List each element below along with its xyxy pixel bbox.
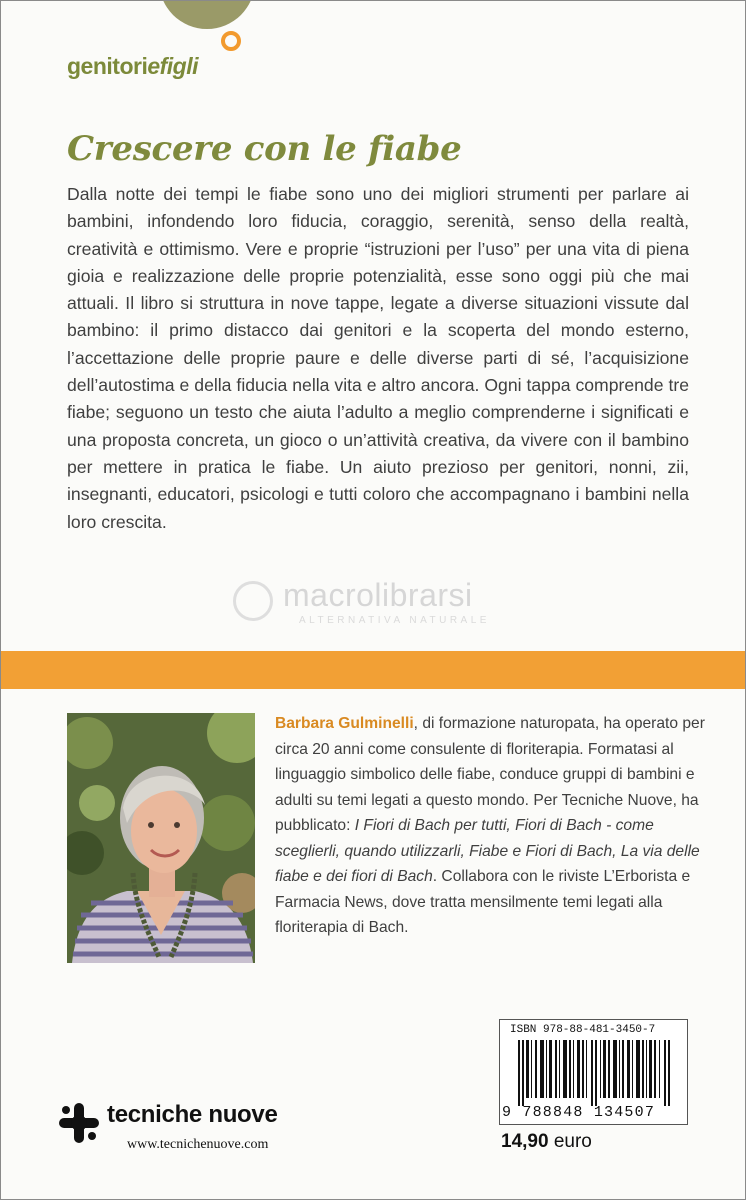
book-description: Dalla notte dei tempi le fiabe sono uno dei migliori strumenti per parlare ai bambini, infondendo loro fiducia, coraggio, serenità, senso della realtà, creatività e ottimismo. Vere e proprie “istruzioni per l’uso” per una vita di piena gioia e realizzazione delle proprie potenzialità, esse sono oggi più che mai attuali. Il libro si struttura in nove tappe, legate a diverse situazioni vissute dal bambino: il primo distacco dai genitori e la scoperta del mondo esterno, l’accettazione delle proprie paure e delle diverse parti di sé, l’acquisizione dell’autostima e della fiducia nella vita e altro ancora. Ogni tappa comprende tre fiabe; seguono un testo che aiuta l’adulto a meglio comprenderne i significati e una proposta concreta, un gioco o un’attività creativa, da vivere con il bambino per mettere in pratica le fiabe. Un aiuto prezioso per genitori, nonni, zii, insegnanti, educatori, psicologi e tutti coloro che accompagnano i bambini nella loro crescita. bbox=[67, 184, 689, 532]
watermark-name: macrolibrarsi bbox=[283, 577, 473, 613]
publisher-icon bbox=[57, 1101, 101, 1145]
publisher-url: www.tecnichenuove.com bbox=[127, 1137, 269, 1152]
publisher-logo bbox=[57, 1099, 317, 1169]
publisher-name: tecniche nuove bbox=[107, 1101, 278, 1128]
author-bio: Barbara Gulminelli, di formazione naturopata, ha operato per circa 20 anni come consulente di floriterapia. Formatasi al linguaggio simbolico delle fiabe, conduce gruppi di bambini e adulti su temi legati a questo mondo. Per Tecniche Nuove, ha pubblicato: I Fiori di Bach per tutti, Fiori di Bach - come sceglierli, quando utilizzarli, Fiabe e Fiori di Bach, La via delle fiabe e dei fiori di Bach. Collabora con le riviste L’Erborista e Farmacia News, dove tratta mensilmente temi legati alla floriterapia di Bach. bbox=[275, 715, 705, 936]
price bbox=[501, 1131, 592, 1153]
author-books: I Fiori di Bach per tutti, Fiori di Bach - come sceglierli, quando utilizzarli, Fiabe e Fiori di Bach, La via delle fiabe e dei fiori di Bach bbox=[275, 817, 700, 885]
ean-number: 9 788848 134507 bbox=[502, 1104, 656, 1121]
barcode-bars bbox=[514, 1040, 676, 1106]
divider-band bbox=[1, 651, 745, 689]
isbn-label: ISBN 978-88-481-3450-7 bbox=[510, 1024, 656, 1036]
book-title: Crescere con le fiabe bbox=[67, 129, 462, 169]
series-logo-mark bbox=[159, 0, 255, 29]
watermark bbox=[233, 577, 533, 633]
barcode bbox=[499, 1019, 688, 1125]
watermark-tagline: ALTERNATIVA NATURALE bbox=[299, 615, 490, 626]
price-currency: euro bbox=[553, 1131, 592, 1152]
watermark-logo-icon bbox=[233, 581, 273, 621]
series-logo bbox=[63, 1, 253, 91]
series-logo-dot bbox=[221, 31, 241, 51]
price-amount: 14,90 bbox=[501, 1131, 549, 1152]
author-photo bbox=[67, 713, 255, 963]
author-name: Barbara Gulminelli bbox=[275, 715, 414, 732]
series-name: genitoriefigli bbox=[67, 53, 199, 79]
